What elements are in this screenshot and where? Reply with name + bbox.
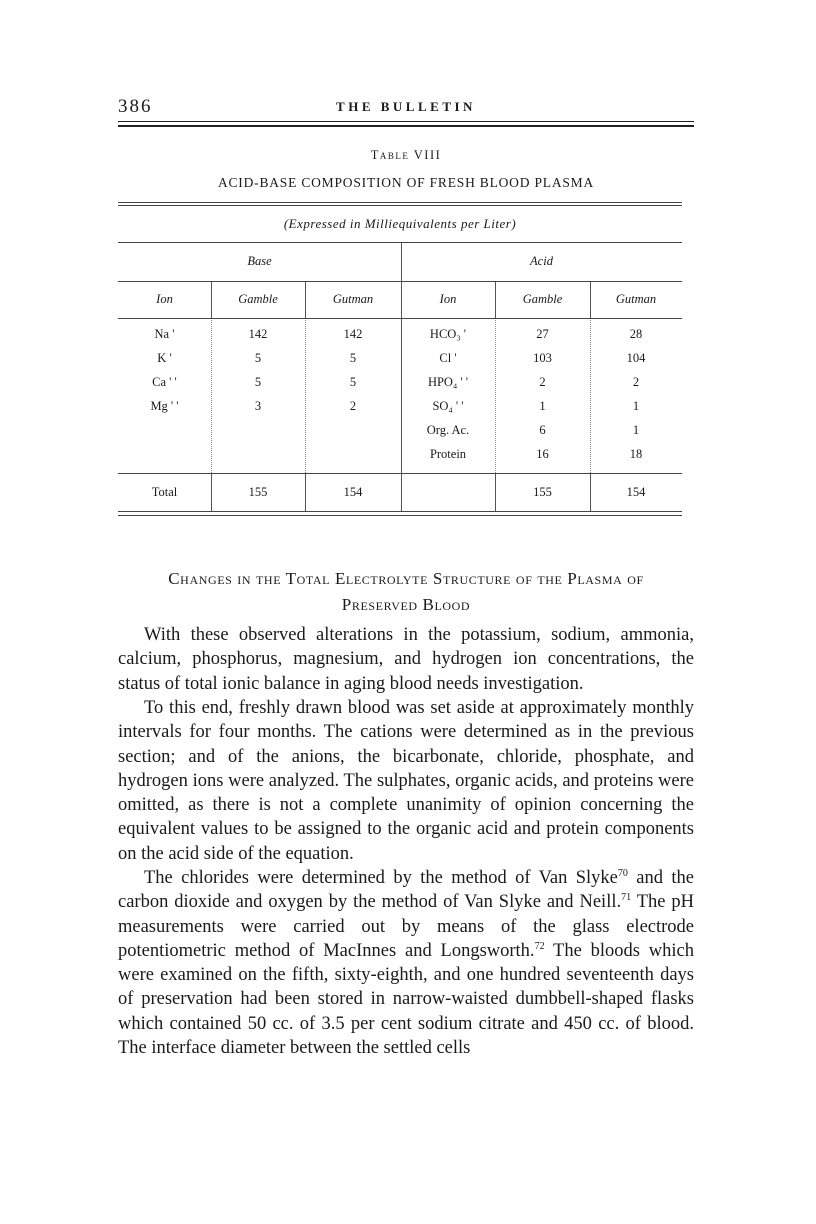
table-cell: 3 bbox=[254, 399, 262, 413]
table-cell: Cl ' bbox=[439, 351, 457, 365]
table-rule-bottom-1 bbox=[118, 511, 682, 512]
table-cell: 5 bbox=[254, 375, 262, 389]
reference-71: 71 bbox=[621, 892, 632, 904]
page-number: 386 bbox=[118, 96, 153, 117]
section-heading-line-1: Changes in the Total Electrolyte Structure of the Plasma of bbox=[168, 569, 644, 588]
table-cell: SO₄ ' ' bbox=[432, 399, 464, 413]
table-cell: Org. Ac. bbox=[426, 423, 470, 437]
running-title: THE BULLETIN bbox=[336, 99, 476, 114]
paragraph-3-part-c: The pH measurements were carried out by means of the glass electrode potentiometric method of MacInnes and Longsworth. bbox=[118, 892, 695, 961]
table-rule-header bbox=[118, 318, 682, 319]
table-cell: HCO₃ ' bbox=[429, 327, 467, 341]
col-header-gutman-base: Gutman bbox=[332, 292, 374, 306]
table-rule-top-1 bbox=[118, 202, 682, 203]
group-header-acid: Acid bbox=[530, 254, 553, 268]
col-header-gamble-acid: Gamble bbox=[522, 292, 563, 306]
table-cell: 1 bbox=[632, 399, 640, 413]
table-cell: 5 bbox=[254, 351, 262, 365]
total-gutman-acid: 154 bbox=[626, 485, 646, 499]
table-cell: 103 bbox=[533, 351, 552, 365]
table-label: Table VIII bbox=[370, 148, 442, 162]
table-cell: 5 bbox=[349, 351, 357, 365]
total-gamble-base: 155 bbox=[248, 485, 268, 499]
table-cell: K ' bbox=[157, 351, 172, 365]
col-header-gutman-acid: Gutman bbox=[615, 292, 657, 306]
reference-70: 70 bbox=[617, 867, 628, 879]
table-cell: 2 bbox=[539, 375, 546, 389]
table-title: ACID-BASE COMPOSITION OF FRESH BLOOD PLASMA bbox=[217, 175, 595, 190]
table-cell: Mg ' ' bbox=[150, 399, 179, 413]
table-subtitle: (Expressed in Milliequivalents per Liter) bbox=[283, 216, 517, 231]
paragraph-1: With these observed alterations in the potassium, sodium, ammonia, calcium, phosphorus, magnesium, and hydrogen ion concentrations, the status of total ionic balance in aging blood needs investigation. bbox=[118, 625, 694, 694]
table-cell: 28 bbox=[629, 327, 643, 341]
table-cell: 16 bbox=[536, 447, 549, 461]
paragraph-3-part-a: The chlorides were determined by the method of Van Slyke bbox=[144, 868, 618, 888]
running-header bbox=[118, 96, 694, 118]
table-rule-groups bbox=[118, 281, 682, 282]
total-label: Total bbox=[151, 485, 178, 499]
table-cell: 1 bbox=[632, 423, 640, 437]
table-cell: 27 bbox=[536, 327, 549, 341]
reference-72: 72 bbox=[534, 940, 545, 952]
table-cell: 142 bbox=[248, 327, 268, 341]
table-cell: 2 bbox=[349, 399, 357, 413]
table-rule-bottom-2 bbox=[118, 515, 682, 516]
section-heading-line-2: Preserved Blood bbox=[341, 595, 471, 614]
table-col-dot-2 bbox=[305, 320, 306, 473]
col-header-gamble-base: Gamble bbox=[238, 292, 278, 306]
table-cell: 6 bbox=[539, 423, 546, 437]
table-cell: 2 bbox=[632, 375, 640, 389]
total-gamble-acid: 155 bbox=[533, 485, 552, 499]
table-cell: Protein bbox=[429, 447, 467, 461]
section-heading bbox=[118, 566, 694, 618]
paragraph-3-part-d: The bloods which were examined on the fifth, sixty-eighth, and one hundred seventeenth days of preservation had been stored in narrow-waisted dumbbell-shaped flasks which contained 50 cc. of 3.5 per cent sodium citrate and 450 cc. of blood. The interface diameter between the settled cells bbox=[118, 940, 694, 1059]
paragraph-3-part-b: and the carbon dioxide and oxygen by the method of Van Slyke and Neill. bbox=[118, 868, 694, 913]
table-rule-subtitle bbox=[118, 242, 682, 243]
table-col-dot-1 bbox=[211, 320, 212, 473]
col-header-ion-acid: Ion bbox=[439, 292, 457, 306]
header-rule-thin bbox=[118, 121, 694, 122]
table-cell: 104 bbox=[626, 351, 646, 365]
table-rule-total bbox=[118, 473, 682, 474]
table-cell: 5 bbox=[349, 375, 357, 389]
table-cell: HPO₄ ' ' bbox=[427, 375, 469, 389]
table-cell: 1 bbox=[539, 399, 546, 413]
table-cell: 18 bbox=[629, 447, 643, 461]
col-header-ion-base: Ion bbox=[156, 292, 173, 306]
paragraph-2: To this end, freshly drawn blood was set aside at approximately monthly intervals for four months. The cations were determined as in the previous section; and of the anions, the bicarbonate, chloride, phosphate, and hydrogen ions were analyzed. The sulphates, organic acids, and proteins were omitted, as there is not a complete unanimity of opinion concerning the equivalent values to be assigned to the organic acid and protein components on the acid side of the equation. bbox=[118, 698, 694, 864]
total-gutman-base: 154 bbox=[343, 485, 363, 499]
header-rule-thick bbox=[118, 125, 694, 127]
group-header-base: Base bbox=[247, 254, 272, 268]
table-rule-top-2 bbox=[118, 205, 682, 206]
table-cell: Ca ' ' bbox=[152, 375, 177, 389]
paragraph-3 bbox=[118, 866, 694, 1060]
table-cell: 142 bbox=[343, 327, 363, 341]
table-cell: Na ' bbox=[154, 327, 175, 341]
